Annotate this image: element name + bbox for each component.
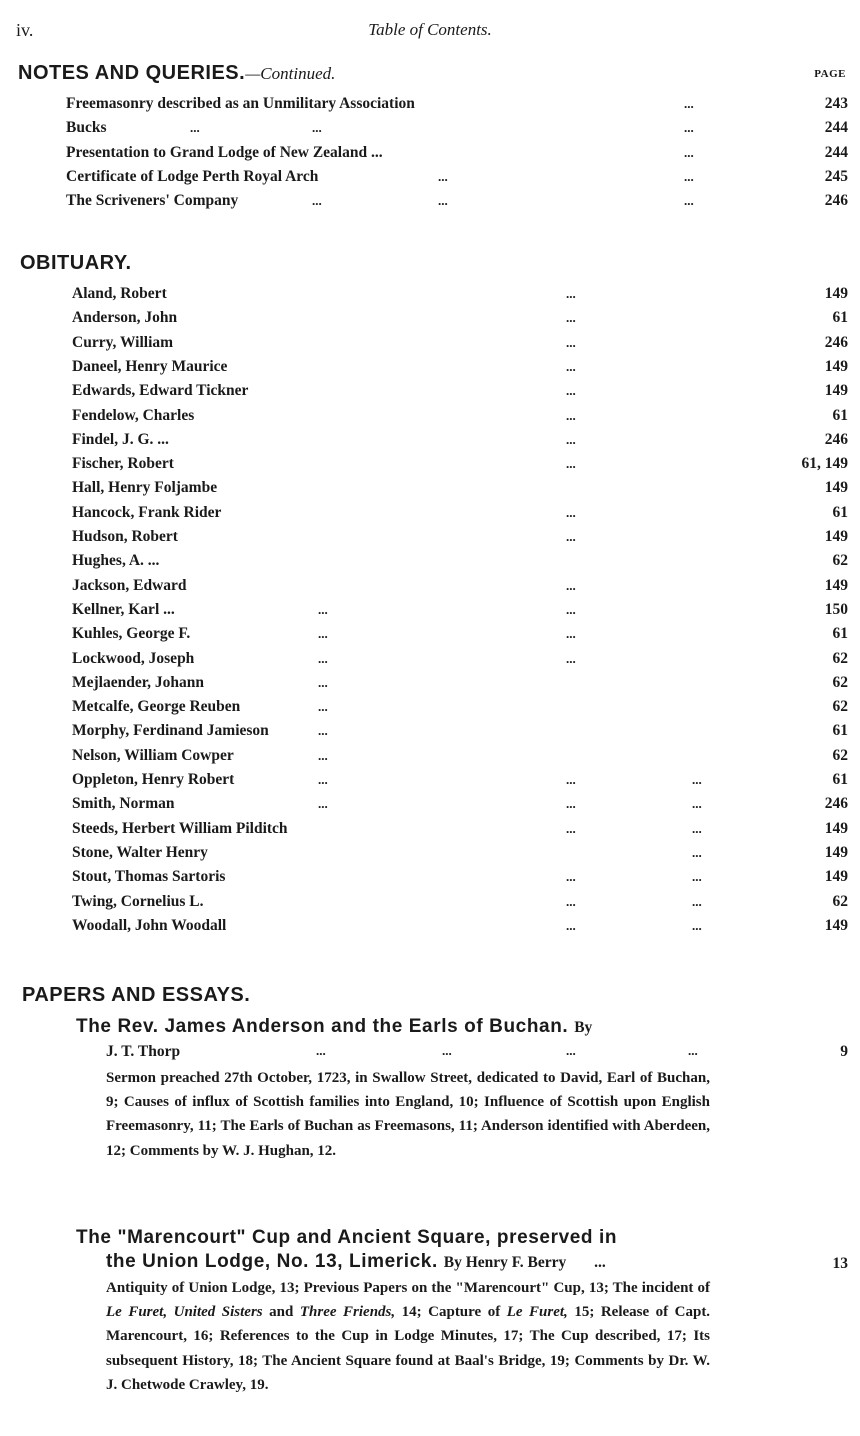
leader-dots: ... (318, 747, 328, 763)
leader-dots: ... (442, 1043, 452, 1058)
essay-title: The Rev. James Anderson and the Earls of Buchan. By (76, 1016, 593, 1037)
obituary-name: Hall, Henry Foljambe (72, 479, 218, 497)
obituary-name: Edwards, Edward Tickner (72, 382, 249, 400)
leader-dots: ... (692, 869, 702, 885)
leader-dots: ... (318, 796, 328, 812)
obituary-name: Kuhles, George F. (72, 625, 191, 643)
obituary-name: Hudson, Robert (72, 528, 178, 545)
leader-dots: ... (438, 193, 448, 208)
entry-title: Presentation to Grand Lodge of New Zealand ... (66, 144, 383, 161)
obituary-name: Jackson, Edward (72, 576, 187, 594)
toc-entry (0, 192, 860, 214)
obituary-name: Stout, Thomas Sartoris (72, 868, 226, 886)
entry-page: 244 (824, 144, 848, 161)
leader-dots: ... (566, 334, 576, 350)
leader-dots: ... (692, 820, 702, 836)
obituary-entry (0, 698, 860, 720)
obituary-name: Morphy, Ferdinand Jamieson (72, 722, 269, 740)
obituary-entry (0, 917, 860, 939)
continued-label: —Continued. (245, 64, 336, 83)
obituary-page: 246 (824, 333, 848, 351)
essay-summary: Antiquity of Union Lodge, 13; Previous Papers on the "Marencourt" Cup, 13; The incident of Le Furet, United Sisters and Three Friends, 14; Capture of Le Furet, 15; Release of Capt. Marencourt, 16; References to the Cup in Lodge Minutes, 17; The Cup described, 17; Its subsequent History, 18; The Ancient Square found at Baal's Bridge, 19; Comments by Dr. W. J. Chetwode Crawley, 19. (106, 1280, 711, 1393)
obituary-page: 62 (832, 698, 848, 716)
obituary-entry (0, 479, 860, 501)
essay-summary: Sermon preached 27th October, 1723, in Swallow Street, dedicated to David, Earl of Buchan, 9; Causes of influx of Scottish families into England, 10; Influence of Scottish upon English Freemasonry, 11; The Earls of Buchan as Freemasons, 11; Anderson identified with Aberdeen, 12; Comments by W. J. Hughan, 12. (106, 1070, 710, 1159)
leader-dots: ... (312, 120, 322, 135)
entry-page: 245 (824, 168, 848, 185)
leader-dots: ... (566, 796, 576, 812)
leader-dots: ... (684, 169, 694, 184)
obituary-entry (0, 431, 860, 453)
obituary-name: Smith, Norman (72, 795, 175, 813)
leader-dots: ... (566, 577, 576, 593)
obituary-name: Aland, Robert (72, 285, 167, 302)
obituary-name: Metcalfe, George Reuben (72, 698, 241, 716)
obituary-entry (0, 504, 860, 526)
obituary-entry (0, 625, 860, 647)
obituary-heading: OBITUARY. (20, 252, 132, 274)
obituary-page: 246 (824, 430, 848, 448)
obituary-entry (0, 309, 860, 331)
obituary-name: Anderson, John (72, 309, 178, 327)
obituary-name: Lockwood, Joseph (72, 649, 195, 667)
toc-entry (0, 168, 860, 190)
leader-dots: ... (692, 796, 702, 812)
entry-page: 246 (824, 192, 848, 209)
obituary-name: Daneel, Henry Maurice (72, 357, 228, 375)
leader-dots: ... (692, 844, 702, 860)
obituary-entry (0, 407, 860, 429)
leader-dots: ... (566, 407, 576, 423)
obituary-entry (0, 795, 860, 817)
obituary-entry (0, 650, 860, 672)
obituary-entry (0, 334, 860, 356)
essay-title: The "Marencourt" Cup and Ancient Square, preserved in (76, 1227, 618, 1248)
leader-dots: ... (684, 120, 694, 135)
obituary-name: Mejlaender, Johann (72, 673, 205, 691)
obituary-page: 149 (824, 916, 848, 934)
obituary-page: 61 (832, 406, 848, 424)
essay-page: 13 (832, 1255, 848, 1272)
entry-title: The Scriveners' Company (66, 192, 239, 209)
obituary-entry (0, 285, 860, 307)
leader-dots: ... (566, 820, 576, 836)
obituary-page: 149 (824, 357, 848, 375)
obituary-entry (0, 844, 860, 866)
obituary-name: Kellner, Karl ... (72, 600, 175, 618)
leader-dots: ... (692, 917, 702, 933)
leader-dots: ... (316, 1043, 326, 1058)
obituary-page: 149 (824, 285, 848, 302)
obituary-entry (0, 722, 860, 744)
obituary-page: 61 (832, 309, 848, 327)
essay-author: By Henry F. Berry (443, 1254, 567, 1271)
leader-dots: ... (684, 145, 694, 160)
obituary-name: Hancock, Frank Rider (72, 503, 222, 521)
leader-dots: ... (692, 893, 702, 909)
leader-dots: ... (692, 772, 702, 787)
obituary-name: Oppleton, Henry Robert (72, 771, 235, 788)
obituary-entry (0, 577, 860, 599)
leader-dots: ... (566, 772, 576, 787)
obituary-name: Twing, Cornelius L. (72, 892, 204, 910)
leader-dots: ... (318, 626, 328, 642)
obituary-page: 62 (832, 892, 848, 910)
obituary-entry (0, 747, 860, 769)
notes-heading: NOTES AND QUERIES.—Continued. (18, 62, 336, 84)
leader-dots: ... (594, 1254, 606, 1271)
entry-page: 243 (824, 95, 848, 112)
obituary-page: 61 (832, 625, 848, 643)
obituary-page: 149 (824, 843, 848, 861)
leader-dots: ... (566, 917, 576, 933)
ship-name: United Sisters (173, 1304, 263, 1321)
obituary-name: Curry, William (72, 333, 174, 351)
obituary-entry (0, 674, 860, 696)
essay-author-line (106, 1043, 710, 1061)
obituary-page: 150 (824, 600, 848, 618)
obituary-page: 61, 149 (801, 455, 848, 473)
entry-title: Certificate of Lodge Perth Royal Arch (66, 168, 319, 185)
ship-name: Three Friends, (299, 1304, 396, 1321)
obituary-entry (0, 820, 860, 842)
obituary-page: 61 (832, 503, 848, 521)
obituary-page: 62 (832, 673, 848, 691)
running-title: Table of Contents. (368, 20, 492, 39)
leader-dots: ... (566, 358, 576, 374)
leader-dots: ... (566, 626, 576, 642)
obituary-name: Fendelow, Charles (72, 406, 195, 424)
obituary-entry (0, 455, 860, 477)
leader-dots: ... (190, 120, 200, 135)
obituary-entry (0, 893, 860, 915)
leader-dots: ... (566, 431, 576, 447)
obituary-page: 62 (832, 746, 848, 764)
leader-dots: ... (566, 383, 576, 399)
obituary-page: 62 (832, 649, 848, 667)
obituary-name: Hughes, A. ... (72, 552, 160, 570)
obituary-entry (0, 528, 860, 550)
entry-page: 244 (824, 119, 848, 136)
obituary-page: 149 (824, 479, 848, 497)
page-column-label: PAGE (814, 68, 846, 80)
obituary-name: Stone, Walter Henry (72, 843, 208, 861)
essay-author: J. T. Thorp (106, 1043, 181, 1060)
leader-dots: ... (438, 169, 448, 184)
leader-dots: ... (566, 310, 576, 326)
leader-dots: ... (566, 529, 576, 544)
obituary-page: 61 (832, 722, 848, 740)
leader-dots: ... (318, 699, 328, 715)
leader-dots: ... (566, 650, 576, 666)
obituary-entry (0, 601, 860, 623)
obituary-entry (0, 552, 860, 574)
obituary-page: 149 (824, 868, 848, 886)
leader-dots: ... (318, 723, 328, 739)
entry-title: Bucks (66, 119, 107, 136)
obituary-page: 62 (832, 552, 848, 570)
obituary-page: 149 (824, 819, 848, 837)
leader-dots: ... (688, 1043, 698, 1058)
leader-dots: ... (318, 674, 328, 690)
leader-dots: ... (566, 286, 576, 301)
leader-dots: ... (312, 193, 322, 208)
obituary-name: Woodall, John Woodall (72, 916, 227, 934)
essay-title-continued: the Union Lodge, No. 13, Limerick. By Henry F. Berry ... (106, 1251, 606, 1272)
leader-dots: ... (566, 601, 576, 617)
obituary-entry (0, 358, 860, 380)
obituary-name: Fischer, Robert (72, 455, 174, 473)
leader-dots: ... (566, 456, 576, 472)
obituary-page: 149 (824, 528, 848, 545)
toc-entry (0, 119, 860, 141)
ship-name: Le Furet, (506, 1304, 568, 1321)
leader-dots: ... (566, 893, 576, 909)
leader-dots: ... (318, 650, 328, 666)
obituary-name: Steeds, Herbert William Pilditch (72, 819, 288, 837)
running-head (0, 20, 860, 44)
essay-by: By (574, 1019, 593, 1036)
essay-page: 9 (840, 1043, 848, 1060)
obituary-entry (0, 771, 860, 793)
leader-dots: ... (566, 504, 576, 520)
leader-dots: ... (318, 772, 328, 787)
leader-dots: ... (318, 601, 328, 617)
obituary-entry (0, 382, 860, 404)
papers-heading: PAPERS AND ESSAYS. (22, 984, 251, 1006)
toc-entry (0, 95, 860, 117)
entry-title: Freemasonry described as an Unmilitary Association (66, 95, 415, 112)
obituary-page: 246 (824, 795, 848, 813)
ship-name: Le Furet, (106, 1304, 168, 1321)
obituary-page: 61 (832, 771, 848, 788)
obituary-name: Nelson, William Cowper (72, 746, 234, 764)
toc-entry (0, 144, 860, 166)
folio: iv. (16, 20, 34, 40)
leader-dots: ... (566, 869, 576, 885)
leader-dots: ... (684, 193, 694, 208)
obituary-entry (0, 868, 860, 890)
obituary-page: 149 (824, 576, 848, 594)
leader-dots: ... (566, 1043, 576, 1058)
obituary-name: Findel, J. G. ... (72, 430, 169, 448)
obituary-page: 149 (824, 382, 848, 400)
leader-dots: ... (684, 96, 694, 111)
